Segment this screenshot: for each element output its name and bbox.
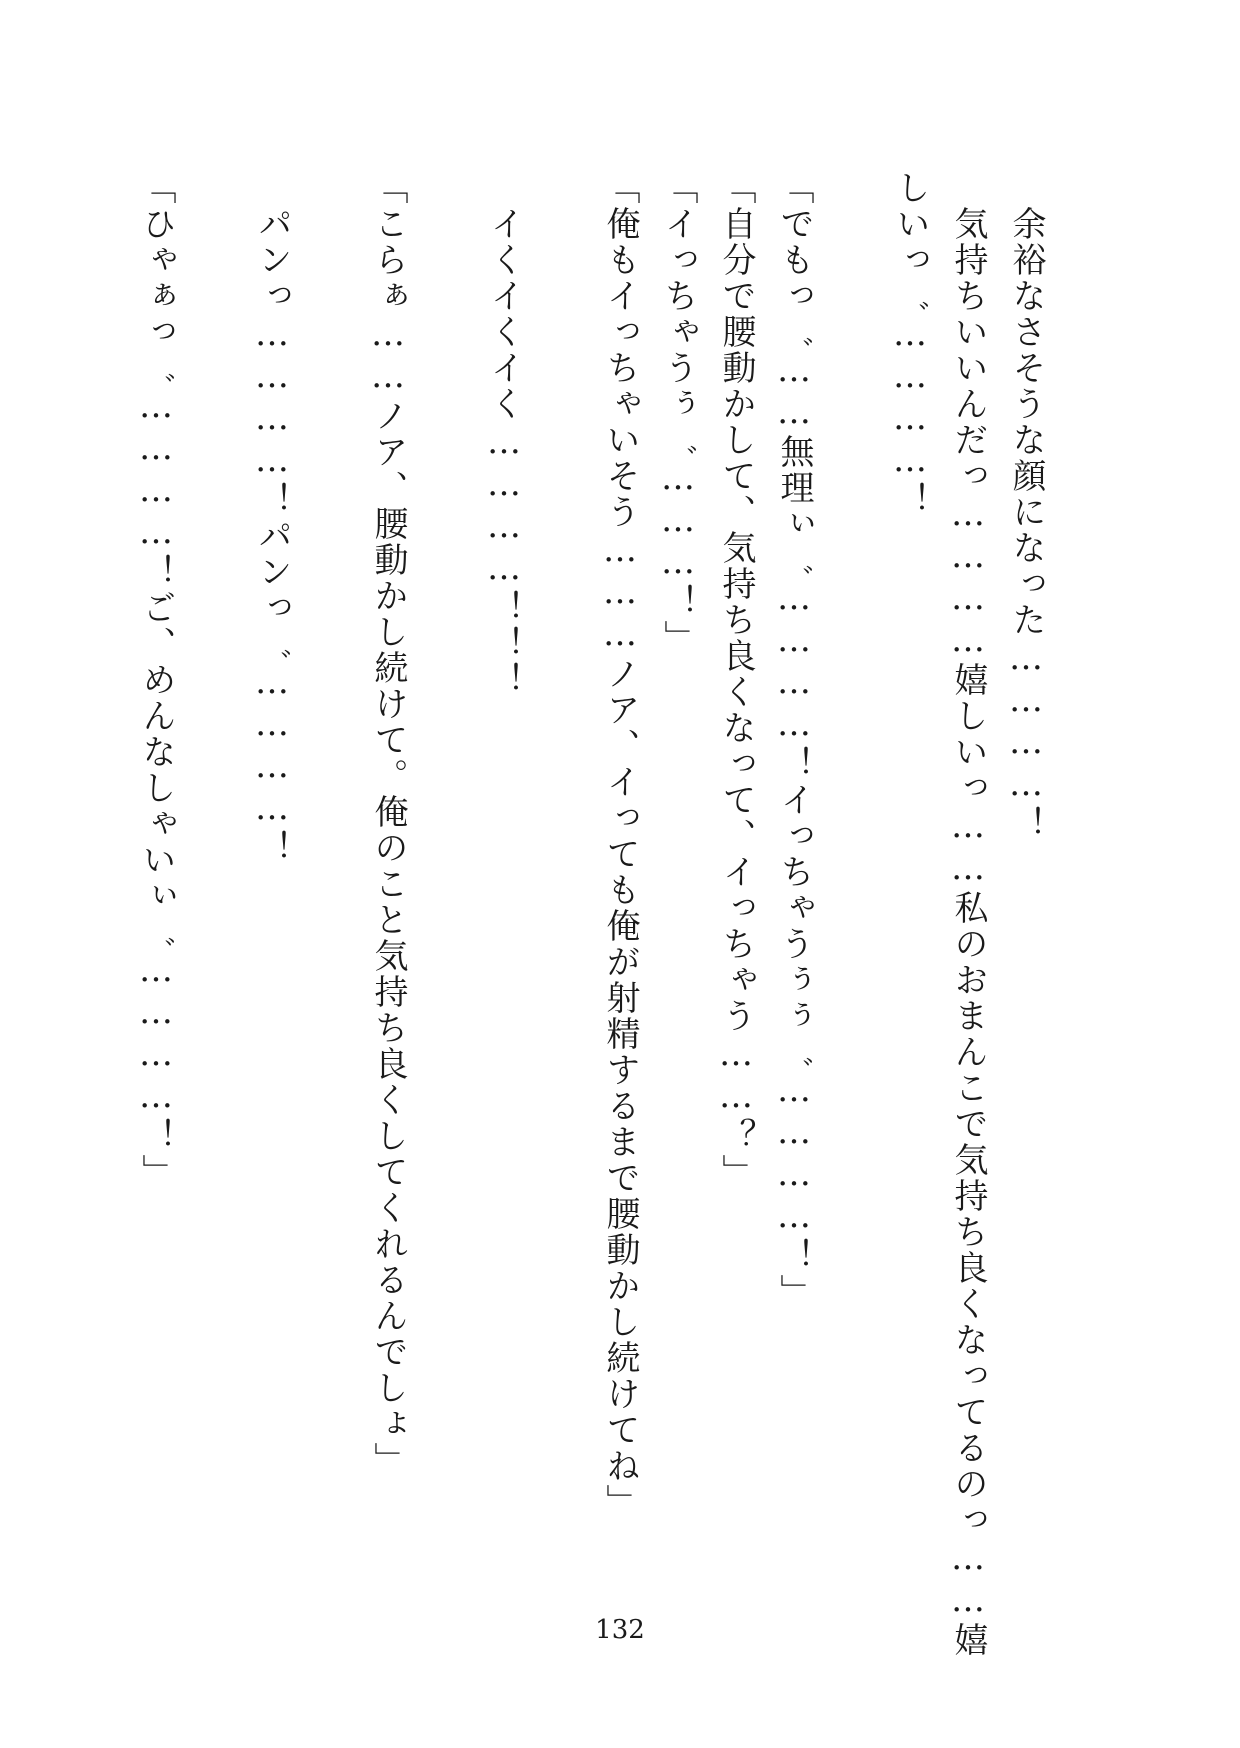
dialogue-line: 「自分で腰動かして、気持ち良くなって、イっちゃう……？」	[716, 170, 756, 1190]
blank-line	[301, 170, 359, 1590]
text-line: イくイくイく…………！！！	[484, 170, 524, 698]
dialogue-line: 「イっちゃうぅ゛………！」	[658, 170, 698, 656]
blank-line	[185, 170, 243, 1590]
dialogue-line: 「ひゃぁっ゛…………！ご、めんなしゃいぃ゛…………！」	[136, 170, 176, 1190]
page-number: 132	[595, 1615, 645, 1645]
blank-line	[533, 170, 591, 1590]
blank-line	[417, 170, 475, 1590]
text-line: パンっ…………！パンっ゛…………！	[252, 170, 292, 866]
text-line: 気持ちいいんだっ…………嬉しいっ……私のおまんこで気持ち良くなってるのっ……嬉	[948, 170, 988, 1658]
blank-line	[823, 170, 881, 1590]
dialogue-line: 「でもっ゛……無理ぃ゛…………！イっちゃうぅぅ゛…………！」	[774, 170, 814, 1310]
dialogue-line: 「俺もイっちゃいそう………ノア、イっても俺が射精するまで腰動かし続けてね」	[600, 170, 640, 1520]
dialogue-line: 「こらぁ……ノア、腰動かし続けて。俺のこと気持ち良くしてくれるんでしょ」	[368, 170, 408, 1478]
text-line: 余裕なさそうな顔になった…………！	[1006, 170, 1046, 842]
text-line: しいっ゛…………！	[890, 170, 930, 518]
